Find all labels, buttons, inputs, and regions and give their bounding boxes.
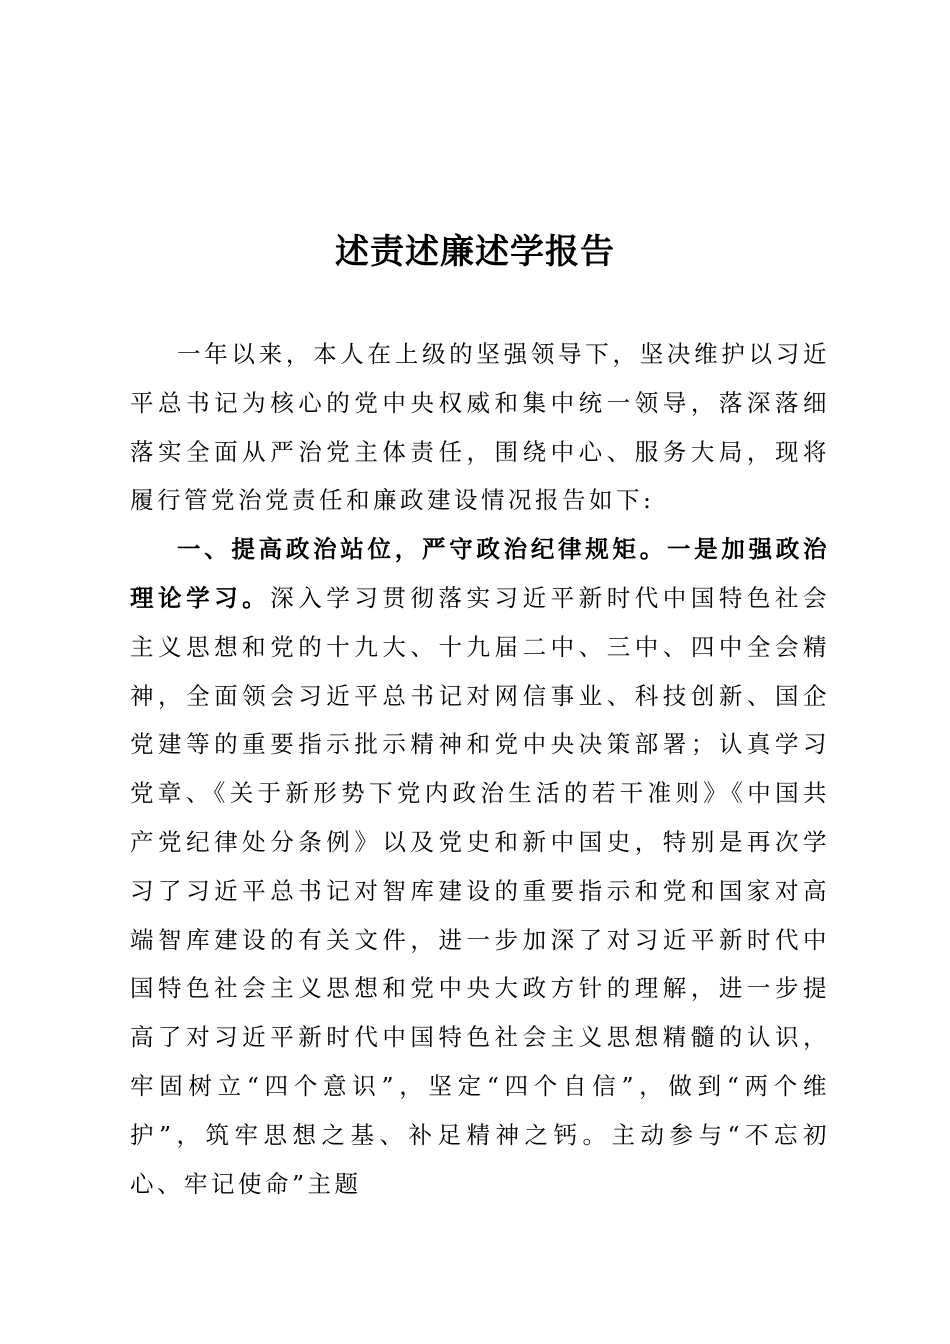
paragraph-intro	[130, 330, 830, 525]
paragraph-section-1	[130, 525, 830, 1208]
section-subheading: 一是加强政治理论学习。	[130, 535, 831, 612]
section-heading: 一、提高政治站位，严守政治纪律规矩。	[177, 535, 667, 564]
paragraph-intro-text: 一年以来，本人在上级的坚强领导下，坚决维护以习近平总书记为核心的党中央权威和集中统一领导，落深落细落实全面从严治党主体责任，围绕中心、服务大局，现将履行管党治党责任和廉政建设情况报告如下:	[130, 340, 830, 515]
document-body	[130, 330, 830, 1208]
section-text: 深入学习贯彻落实习近平新时代中国特色社会主义思想和党的十九大、十九届二中、三中、四中全会精神，全面领会习近平总书记对网信事业、科技创新、国企党建等的重要指示批示精神和党中央决策部署；认真学习党章、《关于新形势下党内政治生活的若干准则》《中国共产党纪律处分条例》以及党史和新中国史，特别是再次学习了习近平总书记对智库建设的重要指示和党和国家对高端智库建设的有关文件，进一步加深了对习近平新时代中国特色社会主义思想和党中央大政方针的理解，进一步提高了对习近平新时代中国特色社会主义思想精髓的认识，牢固树立“四个意识”，坚定“四个自信”，做到“两个维护”，筑牢思想之基、补足精神之钙。主动参与“不忘初心、牢记使命”主题	[130, 583, 831, 1198]
document-title: 述责述廉述学报告	[335, 232, 615, 272]
